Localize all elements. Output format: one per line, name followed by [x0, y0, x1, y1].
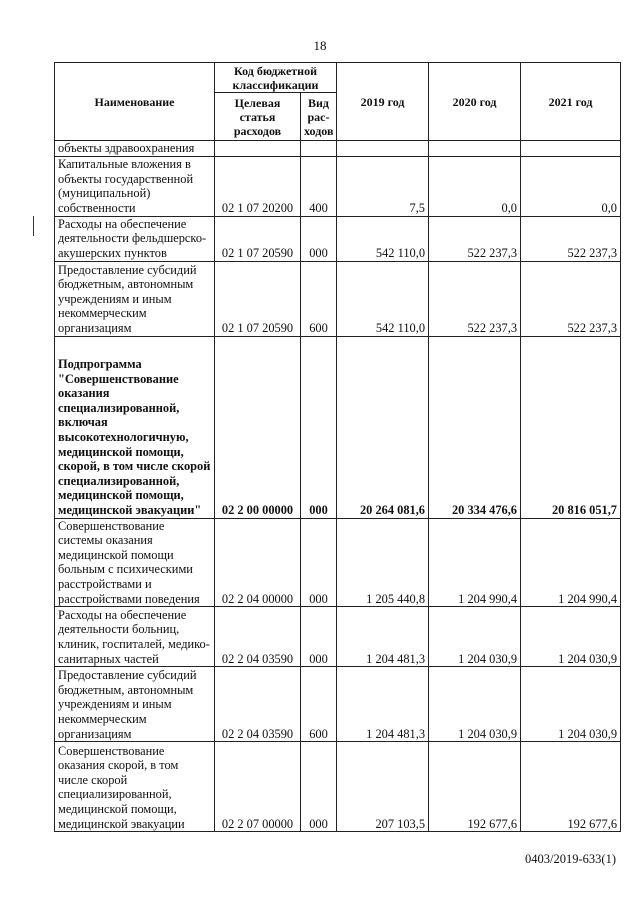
row-expense-kind: 000: [301, 607, 337, 667]
header-2020: 2020 год: [429, 63, 521, 141]
row-target-code: 02 2 04 03590: [215, 667, 301, 742]
row-name: Совершенствование системы оказания медицинской помощи больным с психическими расстройствами и расстройствами поведения: [55, 518, 215, 607]
row-value-2021: 1 204 030,9: [521, 667, 621, 742]
row-value-2021: 1 204 990,4: [521, 518, 621, 607]
row-value-2021: 522 237,3: [521, 216, 621, 261]
header-kind: Вид рас-ходов: [301, 93, 337, 141]
row-target-code: 02 1 07 20590: [215, 216, 301, 261]
row-value-2020: 522 237,3: [429, 261, 521, 336]
row-expense-kind: [301, 141, 337, 157]
row-name: Расходы на обеспечение деятельности фельдшерско-акушерских пунктов: [55, 216, 215, 261]
row-expense-kind: 000: [301, 518, 337, 607]
row-name: Капитальные вложения в объекты государственной (муниципальной) собственности: [55, 156, 215, 216]
row-value-2019: 7,5: [337, 156, 429, 216]
row-name: Предоставление субсидий бюджетным, автономным учреждениям и иным некоммерческим организациям: [55, 261, 215, 336]
row-value-2019: 207 103,5: [337, 742, 429, 832]
page-number: 18: [313, 38, 327, 53]
row-name: Совершенствование оказания скорой, в том числе скорой специализированной, медицинской помощи, медицинской эвакуации: [55, 742, 215, 832]
row-target-code: [215, 141, 301, 157]
table-row: [55, 336, 621, 518]
row-value-2020: 20 334 476,6: [429, 336, 521, 518]
row-expense-kind: 000: [301, 336, 337, 518]
row-value-2020: 522 237,3: [429, 216, 521, 261]
header-2019: 2019 год: [337, 63, 429, 141]
row-target-code: 02 2 07 00000: [215, 742, 301, 832]
margin-mark: [33, 216, 34, 236]
header-target: Целевая статья расходов: [215, 93, 301, 141]
row-expense-kind: 400: [301, 156, 337, 216]
table-row: [55, 742, 621, 832]
row-value-2019: 1 204 481,3: [337, 667, 429, 742]
row-value-2021: 20 816 051,7: [521, 336, 621, 518]
row-expense-kind: 600: [301, 667, 337, 742]
row-expense-kind: 000: [301, 742, 337, 832]
table-row: [55, 141, 621, 157]
table-row: [55, 667, 621, 742]
row-value-2021: 1 204 030,9: [521, 607, 621, 667]
row-target-code: 02 1 07 20590: [215, 261, 301, 336]
row-value-2019: 1 205 440,8: [337, 518, 429, 607]
row-value-2020: 1 204 030,9: [429, 607, 521, 667]
row-name: Расходы на обеспечение деятельности больниц, клиник, госпиталей, медико-санитарных частей: [55, 607, 215, 667]
table-row: [55, 518, 621, 607]
table-row: [55, 261, 621, 336]
row-expense-kind: 600: [301, 261, 337, 336]
row-name: объекты здравоохранения: [55, 141, 215, 157]
header-name: Наименование: [55, 63, 215, 141]
document-code: 0403/2019-633(1): [525, 852, 616, 866]
row-value-2020: 192 677,6: [429, 742, 521, 832]
row-value-2019: 1 204 481,3: [337, 607, 429, 667]
row-name: Предоставление субсидий бюджетным, автономным учреждениям и иным некоммерческим организациям: [55, 667, 215, 742]
row-target-code: 02 2 04 00000: [215, 518, 301, 607]
table-row: [55, 156, 621, 216]
table-row: [55, 607, 621, 667]
budget-table: [54, 62, 621, 832]
row-value-2021: 522 237,3: [521, 261, 621, 336]
row-expense-kind: 000: [301, 216, 337, 261]
row-value-2019: 542 110,0: [337, 216, 429, 261]
table-row: [55, 216, 621, 261]
row-target-code: 02 2 00 00000: [215, 336, 301, 518]
row-value-2020: 1 204 030,9: [429, 667, 521, 742]
header-2021: 2021 год: [521, 63, 621, 141]
row-name: Подпрограмма "Совершенствование оказания специализированной, включая высокотехнологичную, медицинской помощи, скорой, в том числе скорой специализированной, медицинской помощи, медицинской эвакуации": [55, 336, 215, 518]
header-code-group: Код бюджетной классификации: [215, 63, 337, 93]
row-target-code: 02 1 07 20200: [215, 156, 301, 216]
row-value-2021: 192 677,6: [521, 742, 621, 832]
row-value-2020: [429, 141, 521, 157]
row-value-2021: [521, 141, 621, 157]
row-value-2021: 0,0: [521, 156, 621, 216]
row-value-2020: 1 204 990,4: [429, 518, 521, 607]
row-value-2019: 20 264 081,6: [337, 336, 429, 518]
row-value-2019: 542 110,0: [337, 261, 429, 336]
row-target-code: 02 2 04 03590: [215, 607, 301, 667]
row-value-2020: 0,0: [429, 156, 521, 216]
row-value-2019: [337, 141, 429, 157]
